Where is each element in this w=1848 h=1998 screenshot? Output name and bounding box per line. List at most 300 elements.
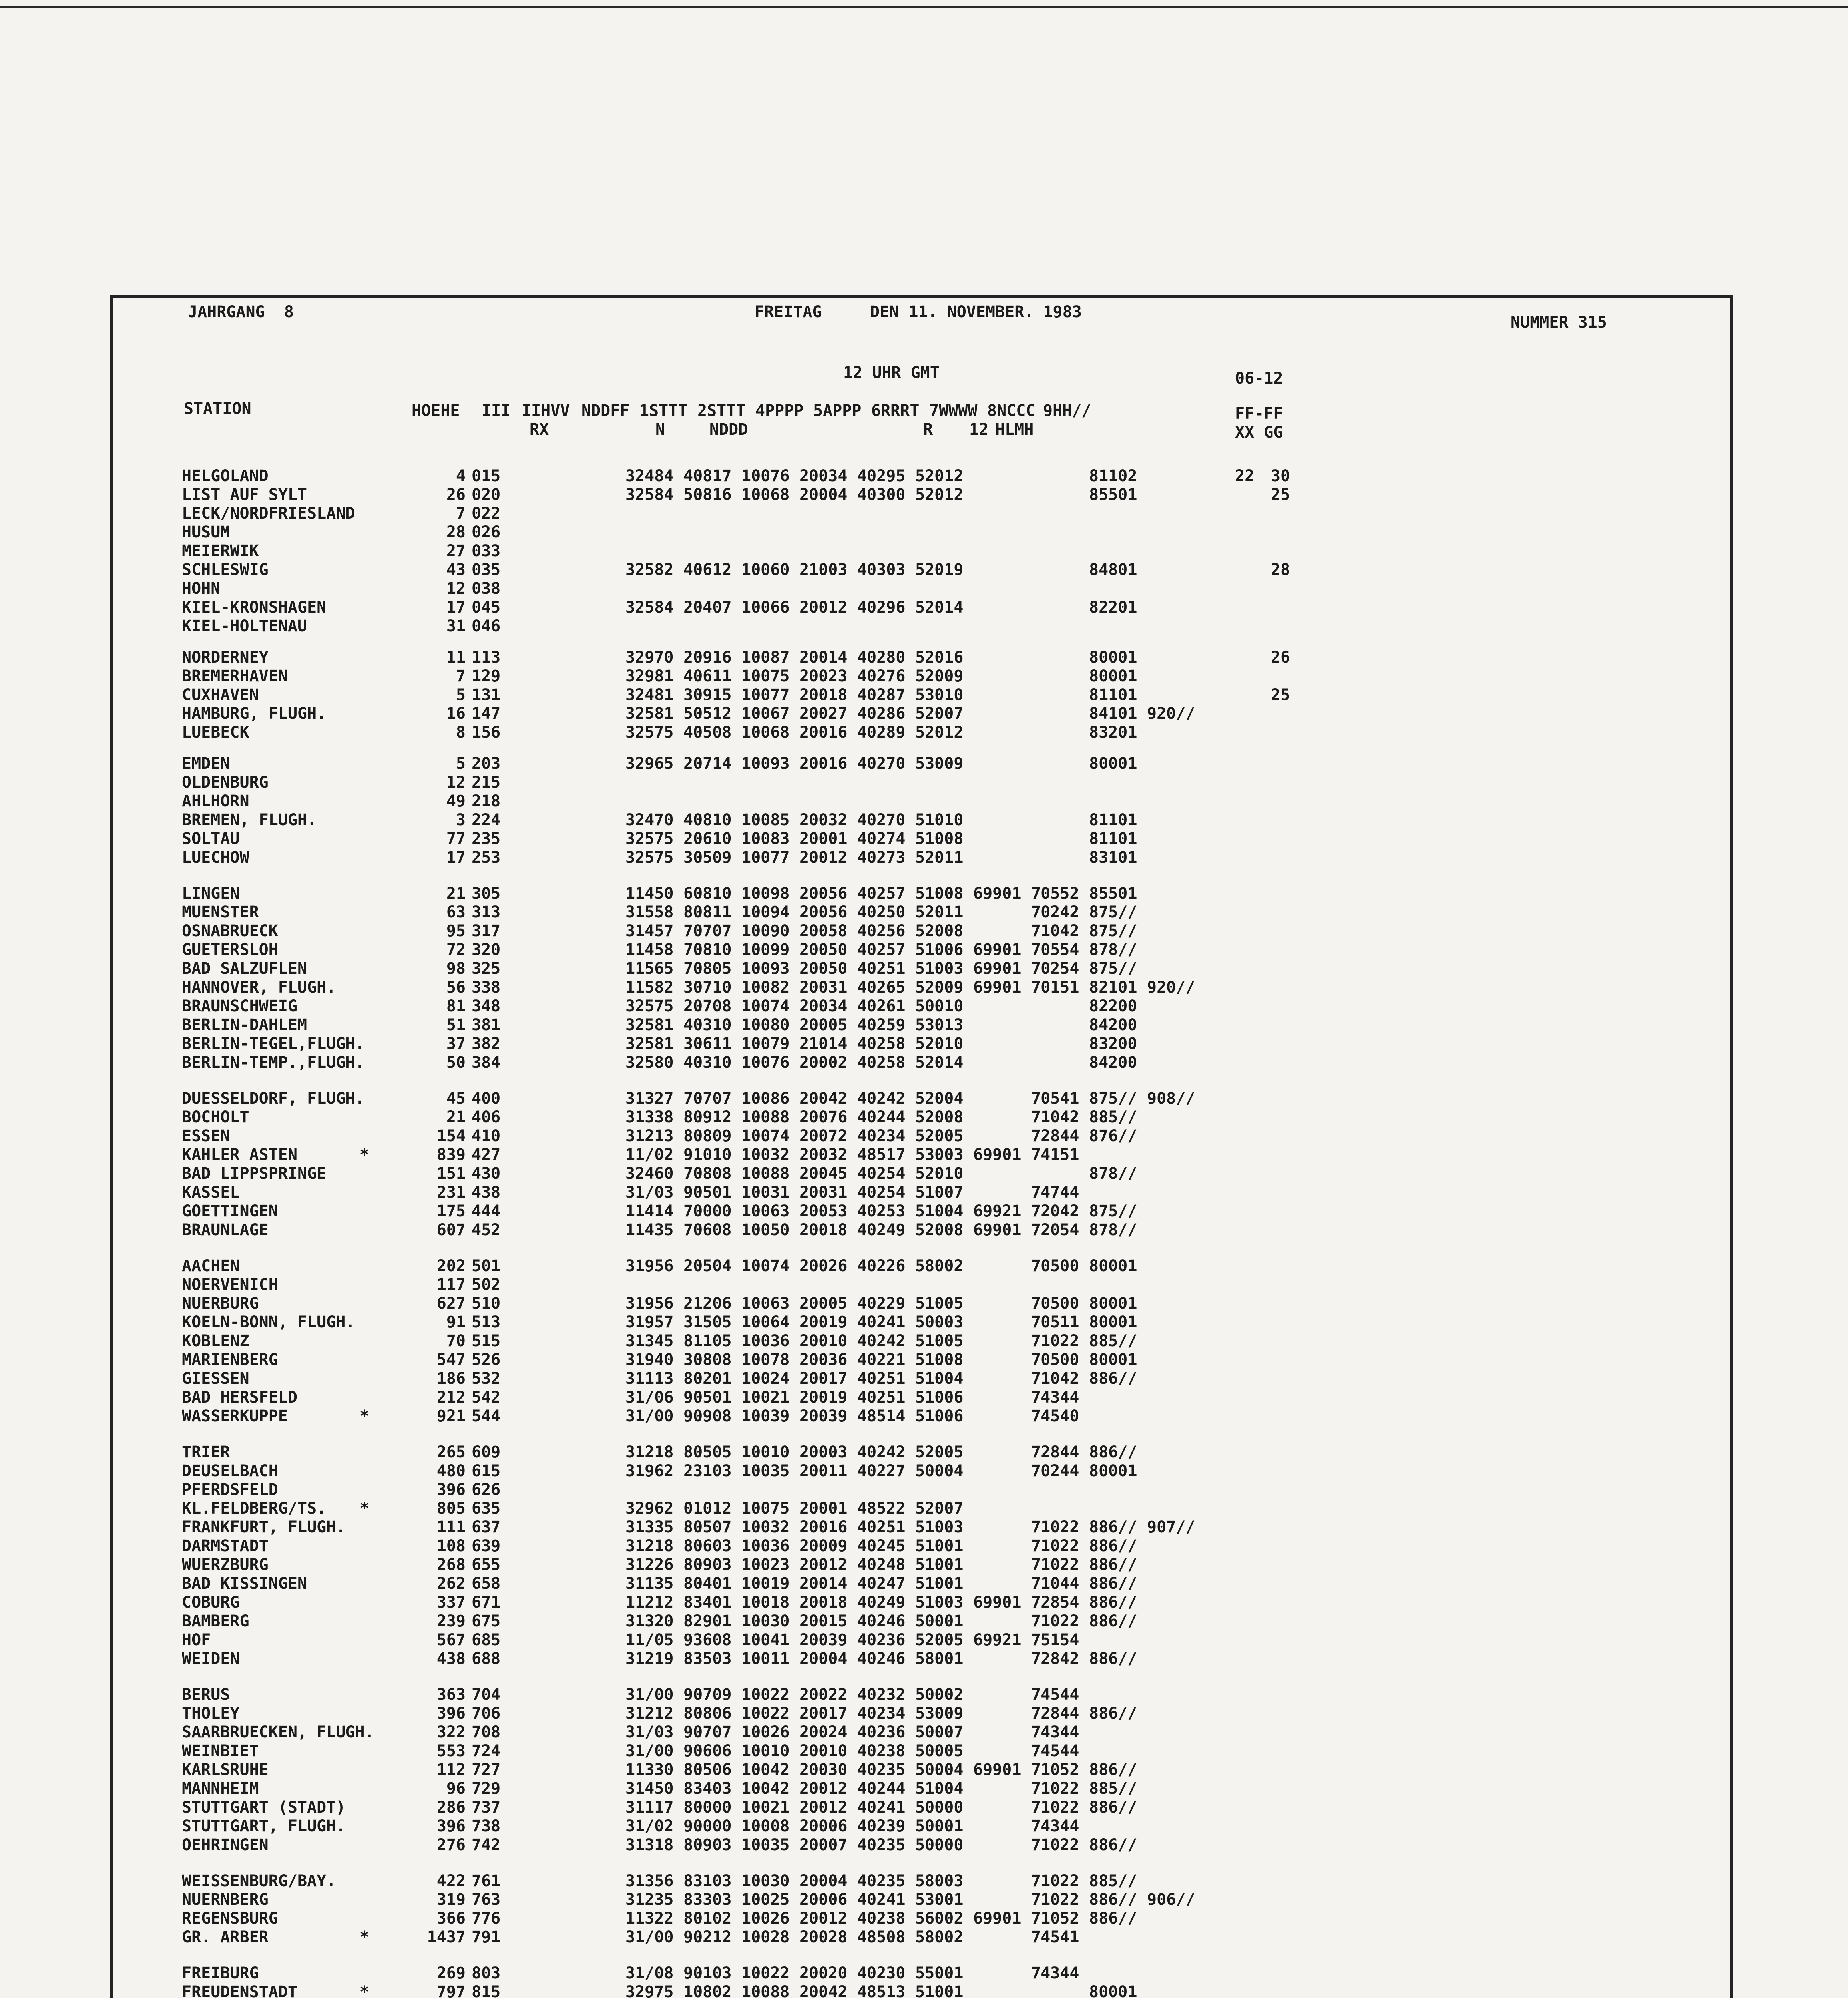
station-name: BREMEN, FLUGH. [182,811,317,829]
station-altitude: 45 [446,1089,466,1108]
table-row [0,1351,1519,1369]
synop-group: 52016 [915,648,964,667]
synop-group: 20034 [799,997,848,1015]
synop-group: 32575 [625,997,674,1015]
synop-group: 32970 [625,648,674,667]
synop-group: 20027 [799,704,848,723]
synop-group: 40276 [857,667,906,685]
station-index: 738 [472,1817,501,1835]
synop-group: 21206 [683,1294,732,1313]
synop-group: 90501 [683,1183,732,1202]
synop-group: 80603 [683,1537,732,1555]
synop-group: 10064 [741,1313,790,1331]
synop-group: 82200 [1089,997,1137,1015]
synop-group: 40241 [857,1798,906,1817]
synop-group: 20056 [799,903,848,921]
synop-group: 32584 [625,598,674,617]
station-index: 515 [472,1332,501,1350]
synop-group: 20072 [799,1127,848,1145]
synop-group: 84200 [1089,1053,1137,1072]
synop-group: 52005 [915,1631,964,1649]
table-row [0,1612,1519,1631]
synop-group: 40229 [857,1294,906,1313]
synop-group: 80001 [1089,1462,1137,1480]
synop-group: 10008 [741,1817,790,1835]
synop-group: 80505 [683,1443,732,1461]
station-index: 803 [472,1964,501,1982]
synop-group: 80806 [683,1704,732,1723]
synop-group: 40234 [857,1127,906,1145]
synop-group: 70541 [1031,1089,1079,1108]
synop-group: 31212 [625,1704,674,1723]
synop-group: 20034 [799,467,848,485]
synop-group: 10076 [741,1053,790,1072]
col-nddff: NDDFF [581,402,630,420]
station-name: LUECHOW [182,848,249,867]
station-index: 015 [472,467,501,485]
station-index: 038 [472,579,501,598]
synop-group: 69901 [973,884,1022,903]
station-altitude: 11 [446,648,466,667]
station-name: FREIBURG [182,1964,259,1982]
synop-group: 40300 [857,486,906,504]
synop-group: 52005 [915,1127,964,1145]
synop-group: 40310 [683,1053,732,1072]
synop-group: 40611 [683,667,732,685]
synop-group: 10093 [741,754,790,773]
table-row [0,1035,1519,1053]
synop-group: 10075 [741,1499,790,1518]
table-row [0,1872,1519,1891]
synop-group: 51001 [915,1537,964,1555]
synop-group: 90908 [683,1407,732,1425]
synop-group: 81101 [1089,830,1137,848]
station-name: BREMERHAVEN [182,667,288,685]
station-altitude: 805 [436,1499,466,1518]
synop-group: 40235 [857,1761,906,1779]
station-name: BOCHOLT [182,1108,249,1126]
synop-group: 40251 [857,1388,906,1407]
synop-group: 70554 [1031,941,1079,959]
synop-group: 40244 [857,1108,906,1126]
synop-group: 885// [1089,1108,1137,1126]
synop-group: 51001 [915,1556,964,1574]
synop-group: 10050 [741,1221,790,1239]
synop-group: 30509 [683,848,732,867]
synop-group: 10076 [741,467,790,485]
synop-group: 71052 [1031,1761,1079,1779]
synop-group: 82901 [683,1612,732,1630]
synop-group: 10025 [741,1891,790,1909]
synop-group: 40508 [683,723,732,742]
table-row [0,686,1519,704]
synop-group: 31457 [625,922,674,940]
station-index: 815 [472,1983,501,1998]
station-index: 033 [472,542,501,560]
synop-group: 40251 [857,959,906,978]
synop-group: 52005 [915,1443,964,1461]
synop-group: 69901 [973,1593,1022,1612]
synop-group: 83201 [1089,723,1137,742]
station-altitude: 91 [446,1313,466,1331]
synop-group: 80506 [683,1761,732,1779]
synop-group: 10077 [741,686,790,704]
station-name: REGENSBURG [182,1909,278,1928]
synop-group: 875// [1089,1202,1137,1220]
synop-group: 52019 [915,561,964,579]
station-name: WUERZBURG [182,1556,269,1574]
station-name: BERUS [182,1686,230,1704]
station-index: 400 [472,1089,501,1108]
gust-gg: 28 [1271,561,1290,579]
synop-group: 875// [1089,1089,1137,1108]
synop-group: 70242 [1031,903,1079,921]
synop-group: 90709 [683,1686,732,1704]
table-row [0,941,1519,959]
synop-group: 20004 [799,486,848,504]
synop-group: 11565 [625,959,674,978]
synop-group: 885// [1089,1872,1137,1890]
station-index: 791 [472,1928,501,1946]
synop-group: 71022 [1031,1556,1079,1574]
station-index: 685 [472,1631,501,1649]
table-row [0,903,1519,922]
synop-group: 32581 [625,1016,674,1034]
synop-group: 70511 [1031,1313,1079,1331]
synop-group: 40261 [857,997,906,1015]
synop-group: 20005 [799,1294,848,1313]
synop-group: 71022 [1031,1872,1079,1890]
station-altitude: 56 [446,978,466,997]
table-row [0,1928,1519,1947]
synop-group: 30808 [683,1351,732,1369]
table-row [0,1742,1519,1761]
table-row [0,1891,1519,1909]
synop-group: 51008 [915,830,964,848]
synop-group: 20005 [799,1016,848,1034]
col-xx-gg: XX GG [1235,423,1283,442]
station-index: 742 [472,1836,501,1854]
synop-group: 52009 [915,667,964,685]
station-altitude: 12 [446,773,466,792]
synop-group: 886// [1089,1443,1137,1461]
synop-group: 10026 [741,1909,790,1928]
mountain-station-marker: * [360,1146,370,1164]
synop-group: 51010 [915,811,964,829]
synop-group: 10021 [741,1388,790,1407]
station-index: 384 [472,1053,501,1072]
synop-group: 74541 [1031,1928,1079,1946]
synop-group: 40236 [857,1723,906,1741]
synop-group: 72842 [1031,1650,1079,1668]
station-altitude: 322 [436,1723,466,1741]
synop-group: 20002 [799,1053,848,1072]
station-name: ESSEN [182,1127,230,1145]
synop-group: 31320 [625,1612,674,1630]
synop-group: 53013 [915,1016,964,1034]
station-index: 526 [472,1351,501,1369]
synop-group: 32481 [625,686,674,704]
station-name: AHLHORN [182,792,249,810]
col-rx: RX [530,420,549,439]
station-altitude: 37 [446,1035,466,1053]
synop-group: 90501 [683,1388,732,1407]
synop-group: 10094 [741,903,790,921]
synop-group: 51006 [915,941,964,959]
table-row [0,1631,1519,1650]
synop-group: 886// [1089,1518,1137,1536]
synop-group: 20017 [799,1369,848,1388]
gust-ff: 22 [1235,467,1255,485]
table-row [0,504,1519,523]
synop-group: 80001 [1089,1983,1137,1998]
synop-group: 32965 [625,754,674,773]
station-name: HAMBURG, FLUGH. [182,704,327,723]
synop-group: 32575 [625,830,674,848]
synop-group: 40257 [857,941,906,959]
station-index: 035 [472,561,501,579]
synop-group: 71042 [1031,1108,1079,1126]
synop-group: 69901 [973,959,1022,978]
station-index: 045 [472,598,501,617]
synop-group: 69901 [973,1221,1022,1239]
synop-group: 31558 [625,903,674,921]
table-row [0,1817,1519,1836]
station-altitude: 422 [436,1872,466,1890]
table-row [0,1779,1519,1798]
synop-group: 40244 [857,1779,906,1798]
synop-group: 20016 [799,754,848,773]
table-row [0,997,1519,1016]
synop-group: 40249 [857,1593,906,1612]
synop-group: 20050 [799,941,848,959]
table-row [0,1164,1519,1183]
synop-group: 90707 [683,1723,732,1741]
col-r: R [923,420,933,439]
station-name: PFERDSFELD [182,1481,278,1499]
synop-group: 70608 [683,1221,732,1239]
table-row [0,648,1519,667]
synop-group: 70254 [1031,959,1079,978]
station-altitude: 396 [436,1481,466,1499]
station-name: KL.FELDBERG/TS. [182,1499,327,1518]
station-name: GUETERSLOH [182,941,278,959]
synop-group: 10010 [741,1742,790,1760]
station-altitude: 49 [446,792,466,810]
synop-group: 40242 [857,1332,906,1350]
station-altitude: 366 [436,1909,466,1928]
station-altitude: 363 [436,1686,466,1704]
table-row [0,1761,1519,1779]
synop-group: 70808 [683,1164,732,1183]
synop-group: 50003 [915,1313,964,1331]
synop-group: 31318 [625,1836,674,1854]
synop-group: 32460 [625,1164,674,1183]
col-1sttt: 1STTT [639,402,688,420]
synop-group: 74151 [1031,1146,1079,1164]
synop-group: 83503 [683,1650,732,1668]
synop-group: 10077 [741,848,790,867]
synop-group: 51004 [915,1369,964,1388]
station-index: 737 [472,1798,501,1817]
synop-group: 10088 [741,1983,790,1998]
station-index: 542 [472,1388,501,1407]
station-index: 218 [472,792,501,810]
issue-number: NUMMER 315 [1511,313,1607,332]
synop-group: 40247 [857,1574,906,1593]
station-name: WEINBIET [182,1742,259,1760]
synop-group: 53003 [915,1146,964,1164]
synop-group: 31135 [625,1574,674,1593]
station-altitude: 276 [436,1836,466,1854]
synop-group: 10022 [741,1964,790,1982]
synop-group: 11330 [625,1761,674,1779]
synop-group: 50000 [915,1798,964,1817]
synop-group: 53009 [915,754,964,773]
synop-group: 70000 [683,1202,732,1220]
synop-group: 84801 [1089,561,1137,579]
station-altitude: 175 [436,1202,466,1220]
synop-group: 74344 [1031,1964,1079,1982]
synop-group: 90000 [683,1817,732,1835]
station-name: LIST AUF SYLT [182,486,307,504]
synop-group: 40257 [857,884,906,903]
synop-group: 10030 [741,1872,790,1890]
synop-group: 31/03 [625,1723,674,1741]
col-4pppp: 4PPPP [755,402,804,420]
synop-group: 20016 [799,723,848,742]
station-index: 763 [472,1891,501,1909]
station-name: SAARBRUECKEN, FLUGH. [182,1723,374,1741]
synop-group: 40280 [857,648,906,667]
synop-group: 40251 [857,1518,906,1536]
station-name: BAD KISSINGEN [182,1574,307,1593]
synop-group: 10042 [741,1779,790,1798]
synop-group: 74344 [1031,1388,1079,1407]
station-altitude: 117 [436,1276,466,1294]
table-row [0,1146,1519,1164]
synop-group: 40253 [857,1202,906,1220]
station-name: MARIENBERG [182,1351,278,1369]
synop-group: 10086 [741,1089,790,1108]
synop-group: 20039 [799,1631,848,1649]
col-7wwww: 7WWWW [929,402,978,420]
synop-group: 70151 [1031,978,1079,997]
station-name: HELGOLAND [182,467,269,485]
station-altitude: 231 [436,1183,466,1202]
synop-group: 81102 [1089,467,1137,485]
synop-group: 52011 [915,848,964,867]
table-row [0,1462,1519,1481]
table-row [0,1964,1519,1983]
synop-group: 71022 [1031,1612,1079,1630]
synop-group: 20023 [799,667,848,685]
synop-group: 50005 [915,1742,964,1760]
station-name: AACHEN [182,1257,240,1275]
synop-group: 72844 [1031,1443,1079,1461]
station-name: MEIERWIK [182,542,259,560]
station-index: 325 [472,959,501,978]
synop-group: 10098 [741,884,790,903]
synop-group: 31956 [625,1294,674,1313]
synop-group: 31356 [625,1872,674,1890]
synop-group: 40817 [683,467,732,485]
station-name: BAD LIPPSPRINGE [182,1164,327,1183]
synop-group: 20024 [799,1723,848,1741]
table-row [0,1518,1519,1537]
table-row [0,1313,1519,1332]
synop-group: 906// [1147,1891,1195,1909]
gust-gg: 30 [1271,467,1290,485]
station-index: 026 [472,523,501,541]
synop-group: 40246 [857,1612,906,1630]
synop-group: 31218 [625,1443,674,1461]
synop-group: 31327 [625,1089,674,1108]
synop-group: 50001 [915,1612,964,1630]
station-altitude: 108 [436,1537,466,1555]
synop-group: 74744 [1031,1183,1079,1202]
synop-group: 10019 [741,1574,790,1593]
synop-group: 85501 [1089,884,1137,903]
synop-group: 40254 [857,1164,906,1183]
synop-group: 20050 [799,959,848,978]
synop-group: 69901 [973,941,1022,959]
synop-group: 01012 [683,1499,732,1518]
table-row [0,848,1519,867]
synop-group: 93608 [683,1631,732,1649]
station-name: OLDENBURG [182,773,269,792]
synop-group: 886// [1089,1891,1137,1909]
synop-group: 40227 [857,1462,906,1480]
synop-group: 32975 [625,1983,674,1998]
station-index: 406 [472,1108,501,1126]
synop-group: 40241 [857,1891,906,1909]
station-name: NUERNBERG [182,1891,269,1909]
station-index: 022 [472,504,501,523]
synop-group: 31/06 [625,1388,674,1407]
station-name: KIEL-KRONSHAGEN [182,598,327,617]
station-name: GIESSEN [182,1369,249,1388]
synop-group: 10074 [741,1127,790,1145]
synop-group: 20018 [799,1593,848,1612]
table-row [0,1108,1519,1127]
synop-group: 71052 [1031,1909,1079,1928]
synop-group: 31/02 [625,1817,674,1835]
table-row [0,667,1519,686]
synop-group: 74540 [1031,1407,1079,1425]
synop-group: 80507 [683,1518,732,1536]
synop-group: 40274 [857,830,906,848]
station-index: 224 [472,811,501,829]
station-index: 427 [472,1146,501,1164]
synop-group: 886// [1089,1593,1137,1612]
station-name: WASSERKUPPE [182,1407,288,1425]
col-nddd: NDDD [709,420,748,439]
synop-group: 20015 [799,1612,848,1630]
table-row [0,1257,1519,1276]
station-altitude: 797 [436,1983,466,1998]
synop-group: 886// [1089,1798,1137,1817]
station-index: 513 [472,1313,501,1331]
synop-group: 80102 [683,1909,732,1928]
synop-group: 20016 [799,1518,848,1536]
table-row [0,1369,1519,1388]
station-index: 215 [472,773,501,792]
synop-group: 80001 [1089,1313,1137,1331]
synop-group: 20504 [683,1257,732,1275]
synop-group: 21014 [799,1035,848,1053]
synop-group: 21003 [799,561,848,579]
